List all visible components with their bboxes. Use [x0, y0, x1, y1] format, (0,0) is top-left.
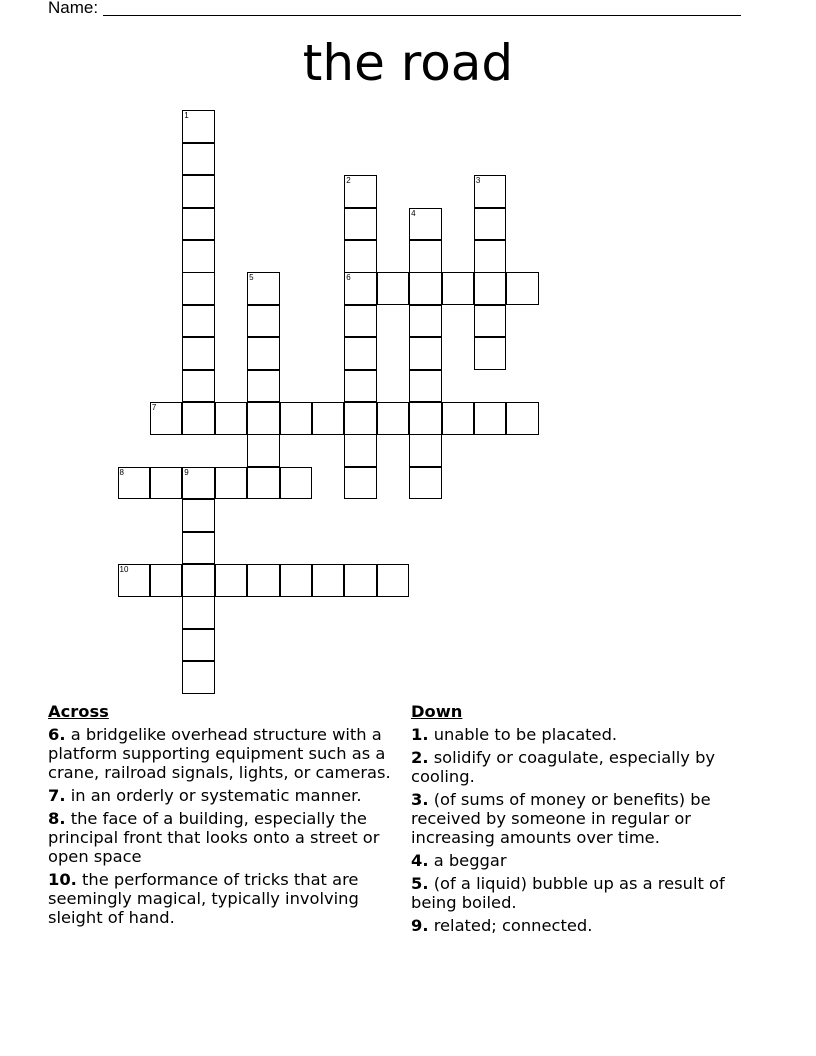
clue-down-9	[411, 916, 751, 935]
grid-cell[interactable]	[182, 564, 215, 597]
grid-cell[interactable]	[247, 434, 280, 467]
grid-cell[interactable]	[474, 402, 507, 435]
grid-cell[interactable]	[118, 564, 151, 597]
grid-cell[interactable]	[344, 337, 377, 370]
grid-cell[interactable]	[247, 305, 280, 338]
down-clues	[411, 702, 751, 939]
grid-cell[interactable]	[182, 370, 215, 403]
grid-cell[interactable]	[247, 337, 280, 370]
grid-cell[interactable]	[150, 564, 183, 597]
clue-text: the face of a building, especially the principal front that looks onto a street or open space	[48, 809, 380, 866]
clue-number: 6.	[48, 725, 66, 744]
grid-cell[interactable]	[182, 175, 215, 208]
clue-down-1	[411, 725, 751, 744]
clue-text: (of a liquid) bubble up as a result of being boiled.	[411, 874, 725, 912]
clue-number: 2.	[411, 748, 429, 767]
name-line[interactable]	[103, 15, 741, 16]
clue-down-4	[411, 851, 751, 870]
grid-cell[interactable]	[247, 402, 280, 435]
clue-across-6	[48, 725, 398, 782]
grid-cell[interactable]	[409, 208, 442, 241]
grid-cell[interactable]	[409, 272, 442, 305]
grid-cell[interactable]	[377, 564, 410, 597]
grid-cell[interactable]	[182, 629, 215, 662]
grid-cell[interactable]	[344, 370, 377, 403]
grid-cell[interactable]	[280, 402, 313, 435]
cell-number: 10	[119, 565, 129, 574]
grid-cell[interactable]	[280, 467, 313, 500]
grid-cell[interactable]	[409, 467, 442, 500]
grid-cell[interactable]	[312, 564, 345, 597]
grid-cell[interactable]	[409, 402, 442, 435]
clue-number: 8.	[48, 809, 66, 828]
grid-cell[interactable]	[474, 240, 507, 273]
grid-cell[interactable]	[215, 402, 248, 435]
grid-cell[interactable]	[474, 175, 507, 208]
grid-cell[interactable]	[344, 305, 377, 338]
grid-cell[interactable]	[474, 305, 507, 338]
grid-cell[interactable]	[182, 402, 215, 435]
cell-number: 9	[184, 467, 189, 477]
grid-cell[interactable]	[247, 564, 280, 597]
cell-number: 2	[346, 176, 351, 186]
grid-cell[interactable]	[182, 499, 215, 532]
grid-cell[interactable]	[182, 110, 215, 143]
grid-cell[interactable]	[344, 402, 377, 435]
grid-cell[interactable]	[506, 402, 539, 435]
grid-cell[interactable]	[280, 564, 313, 597]
grid-cell[interactable]	[182, 596, 215, 629]
grid-cell[interactable]	[377, 402, 410, 435]
grid-cell[interactable]	[344, 434, 377, 467]
grid-cell[interactable]	[215, 564, 248, 597]
across-clues	[48, 702, 398, 931]
grid-cell[interactable]	[344, 272, 377, 305]
clue-number: 4.	[411, 851, 429, 870]
grid-cell[interactable]	[182, 337, 215, 370]
grid-cell[interactable]	[409, 240, 442, 273]
clue-down-5	[411, 874, 751, 912]
clue-text: solidify or coagulate, especially by cooling.	[411, 748, 716, 786]
grid-cell[interactable]	[182, 661, 215, 694]
grid-cell[interactable]	[182, 467, 215, 500]
cell-number: 3	[475, 176, 481, 186]
clue-text: related; connected.	[428, 916, 593, 935]
across-heading: Across	[48, 702, 109, 721]
clue-number: 3.	[411, 790, 429, 809]
grid-cell[interactable]	[118, 467, 151, 500]
grid-cell[interactable]	[182, 208, 215, 241]
grid-cell[interactable]	[409, 305, 442, 338]
grid-cell[interactable]	[215, 467, 248, 500]
clue-across-7	[48, 786, 398, 805]
grid-cell[interactable]	[182, 143, 215, 176]
grid-cell[interactable]	[506, 272, 539, 305]
cell-number: 8	[119, 467, 124, 477]
clue-text: a bridgelike overhead structure with a platform supporting equipment such as a crane, railroad signals, lights, or cameras.	[48, 725, 391, 782]
page-title: the road	[302, 34, 514, 92]
grid-cell[interactable]	[377, 272, 410, 305]
clue-text: in an orderly or systematic manner.	[65, 786, 362, 805]
grid-cell[interactable]	[344, 564, 377, 597]
grid-cell[interactable]	[474, 272, 507, 305]
grid-cell[interactable]	[150, 402, 183, 435]
clue-down-3	[411, 790, 751, 847]
grid-cell[interactable]	[182, 240, 215, 273]
grid-cell[interactable]	[150, 467, 183, 500]
clue-text: a beggar	[428, 851, 507, 870]
grid-cell[interactable]	[247, 370, 280, 403]
cell-number: 4	[411, 208, 416, 218]
grid-cell[interactable]	[409, 370, 442, 403]
clue-number: 1.	[411, 725, 429, 744]
grid-cell[interactable]	[182, 272, 215, 305]
cell-number: 1	[184, 111, 189, 121]
cell-number: 7	[151, 403, 157, 412]
grid-cell[interactable]	[442, 272, 475, 305]
clue-down-2	[411, 748, 751, 786]
clue-across-8	[48, 809, 398, 866]
grid-cell[interactable]	[182, 532, 215, 565]
clue-text: the performance of tricks that are seemingly magical, typically involving sleight of hand.	[48, 870, 359, 927]
clue-across-10	[48, 870, 398, 927]
grid-cell[interactable]	[182, 305, 215, 338]
grid-cell[interactable]	[344, 208, 377, 241]
grid-cell[interactable]	[344, 240, 377, 273]
name-label: Name:	[48, 0, 99, 17]
grid-cell[interactable]	[409, 337, 442, 370]
clue-number: 7.	[48, 786, 66, 805]
grid-cell[interactable]	[247, 272, 280, 305]
grid-cell[interactable]	[409, 434, 442, 467]
grid-cell[interactable]	[442, 402, 475, 435]
grid-cell[interactable]	[312, 402, 345, 435]
grid-cell[interactable]	[344, 467, 377, 500]
cell-number: 5	[249, 273, 254, 283]
clue-number: 10.	[48, 870, 77, 889]
grid-cell[interactable]	[247, 467, 280, 500]
clue-number: 9.	[411, 916, 429, 935]
down-heading: Down	[411, 702, 463, 721]
clue-text: unable to be placated.	[428, 725, 618, 744]
grid-cell[interactable]	[344, 175, 377, 208]
grid-cell[interactable]	[474, 208, 507, 241]
cell-number: 6	[346, 273, 351, 283]
grid-cell[interactable]	[474, 337, 507, 370]
clue-number: 5.	[411, 874, 429, 893]
clue-text: (of sums of money or benefits) be received by someone in regular or increasing amounts over time.	[411, 790, 711, 847]
